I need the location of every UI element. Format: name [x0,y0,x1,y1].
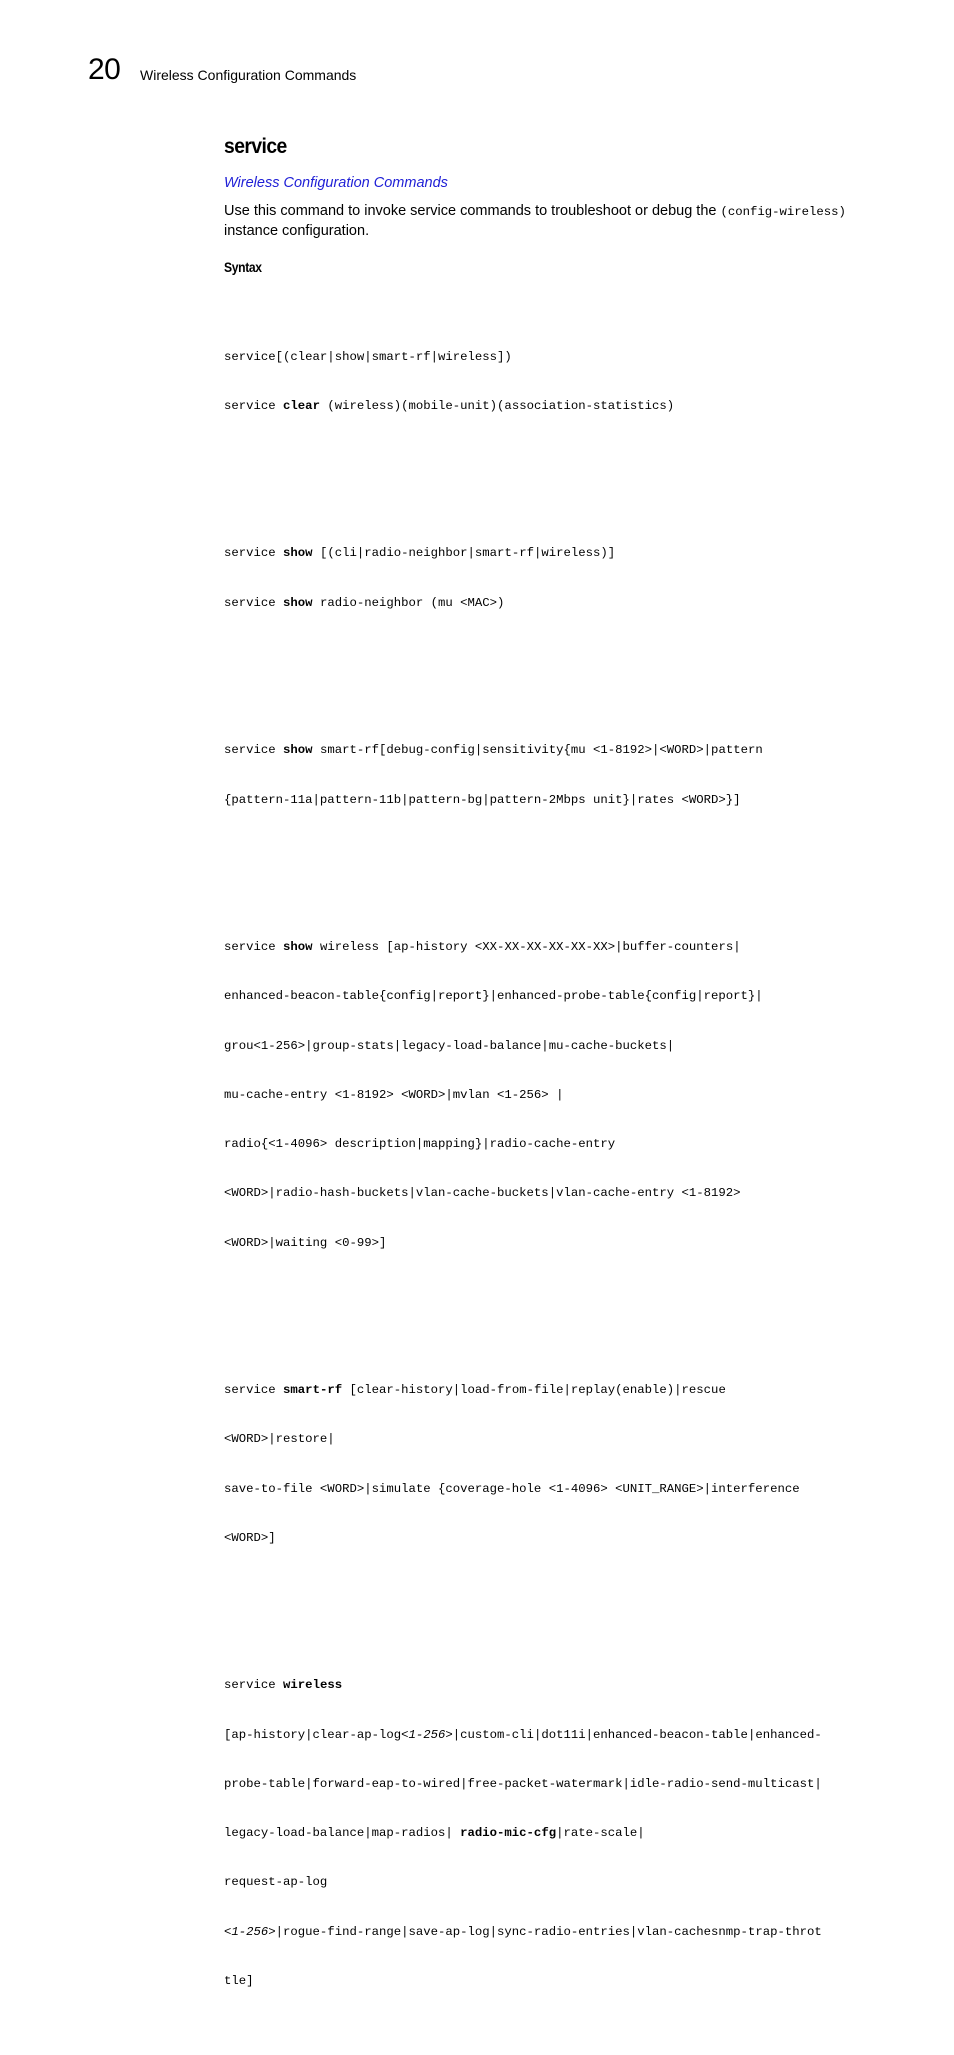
syntax-group-general [224,316,884,447]
syntax-line: <WORD>|restore| [224,1432,335,1447]
syntax-line: {pattern-11a|pattern-11b|pattern-bg|pattern-2Mbps unit}|rates <WORD>}] [224,792,741,807]
syntax-group-show-wireless [224,906,884,1283]
syntax-line [224,595,884,611]
syntax-keyword: show [283,546,313,561]
section-title: service [224,135,287,158]
syntax-line [224,398,884,414]
section-content [224,133,884,2055]
syntax-text: service [224,743,284,758]
syntax-text: [ap-history|clear-ap-log [224,1727,402,1742]
syntax-variable: <1-256> [224,1924,276,1939]
syntax-group-smart-rf [224,1349,884,1579]
syntax-text: radio-neighbor (mu <MAC>) [312,595,505,610]
syntax-line [224,545,884,561]
syntax-variable: <1-256> [401,1727,453,1742]
syntax-text: (wireless)(mobile-unit)(association-statistics) [319,398,675,413]
syntax-text: |custom-cli|dot11i|enhanced-beacon-table|enhanced- [452,1727,822,1742]
syntax-line [224,742,884,758]
syntax-text: wireless [ap-history <XX-XX-XX-XX-XX-XX>|buffer-counters| [312,940,741,955]
syntax-keyword: show [283,595,313,610]
command-description [224,202,869,241]
syntax-line: enhanced-beacon-table{config|report}|enhanced-probe-table{config|report}| [224,989,763,1004]
syntax-block [224,283,884,2055]
syntax-text: legacy-load-balance|map-radios| [224,1826,461,1841]
syntax-text: |rogue-find-range|save-ap-log|sync-radio-entries|vlan-cachesnmp-trap-throt [275,1924,822,1939]
syntax-line [224,1382,884,1398]
syntax-line: tle] [224,1973,254,1988]
syntax-line [224,1677,884,1693]
syntax-line: <WORD>|waiting <0-99>] [224,1235,387,1250]
syntax-line [224,1727,884,1743]
syntax-line [224,939,884,955]
syntax-keyword: show [283,743,313,758]
syntax-text: [clear-history|load-from-file|replay(enable)|rescue [342,1383,726,1398]
syntax-text: service [224,1383,284,1398]
syntax-text: smart-rf[debug-config|sensitivity{mu <1-8192>|<WORD>|pattern [312,743,763,758]
chapter-number: 20 [88,53,121,86]
syntax-line: <WORD>|radio-hash-buckets|vlan-cache-buckets|vlan-cache-entry <1-8192> [224,1186,741,1201]
running-header-title: Wireless Configuration Commands [140,67,357,83]
syntax-text: service [224,398,284,413]
syntax-line: service[(clear|show|smart-rf|wireless]) [224,349,512,364]
syntax-line: grou<1-256>|group-stats|legacy-load-balance|mu-cache-buckets| [224,1038,675,1053]
syntax-text: service [224,940,284,955]
description-inline-code: (config-wireless) [720,205,846,219]
syntax-text: service [224,595,284,610]
syntax-text: |rate-scale| [556,1826,645,1841]
syntax-keyword: show [283,940,313,955]
syntax-keyword: smart-rf [283,1383,343,1398]
syntax-line: mu-cache-entry <1-8192> <WORD>|mvlan <1-256> | [224,1087,564,1102]
description-text-before: Use this command to invoke service commands to troubleshoot or debug the [224,203,721,219]
syntax-keyword: radio-mic-cfg [460,1826,557,1841]
syntax-keyword: clear [283,398,320,413]
syntax-line: save-to-file <WORD>|simulate {coverage-hole <1-4096> <UNIT_RANGE>|interference [224,1481,800,1496]
syntax-line [224,1825,884,1841]
syntax-line: radio{<1-4096> description|mapping}|radio-cache-entry [224,1137,616,1152]
syntax-line: request-ap-log [224,1875,328,1890]
syntax-group-show-smart-rf [224,710,884,841]
syntax-line [224,1924,884,1940]
syntax-keyword: wireless [283,1678,343,1693]
wireless-config-commands-link[interactable]: Wireless Configuration Commands [224,175,448,191]
syntax-heading: Syntax [224,260,262,275]
syntax-text: service [224,546,284,561]
syntax-group-wireless [224,1645,884,2022]
syntax-text: [(cli|radio-neighbor|smart-rf|wireless)] [312,546,616,561]
syntax-line: <WORD>] [224,1530,276,1545]
description-text-after: instance configuration. [224,223,370,239]
syntax-group-show [224,513,884,644]
syntax-text: service [224,1678,284,1693]
syntax-line: probe-table|forward-eap-to-wired|free-packet-watermark|idle-radio-send-multicast| [224,1776,822,1791]
